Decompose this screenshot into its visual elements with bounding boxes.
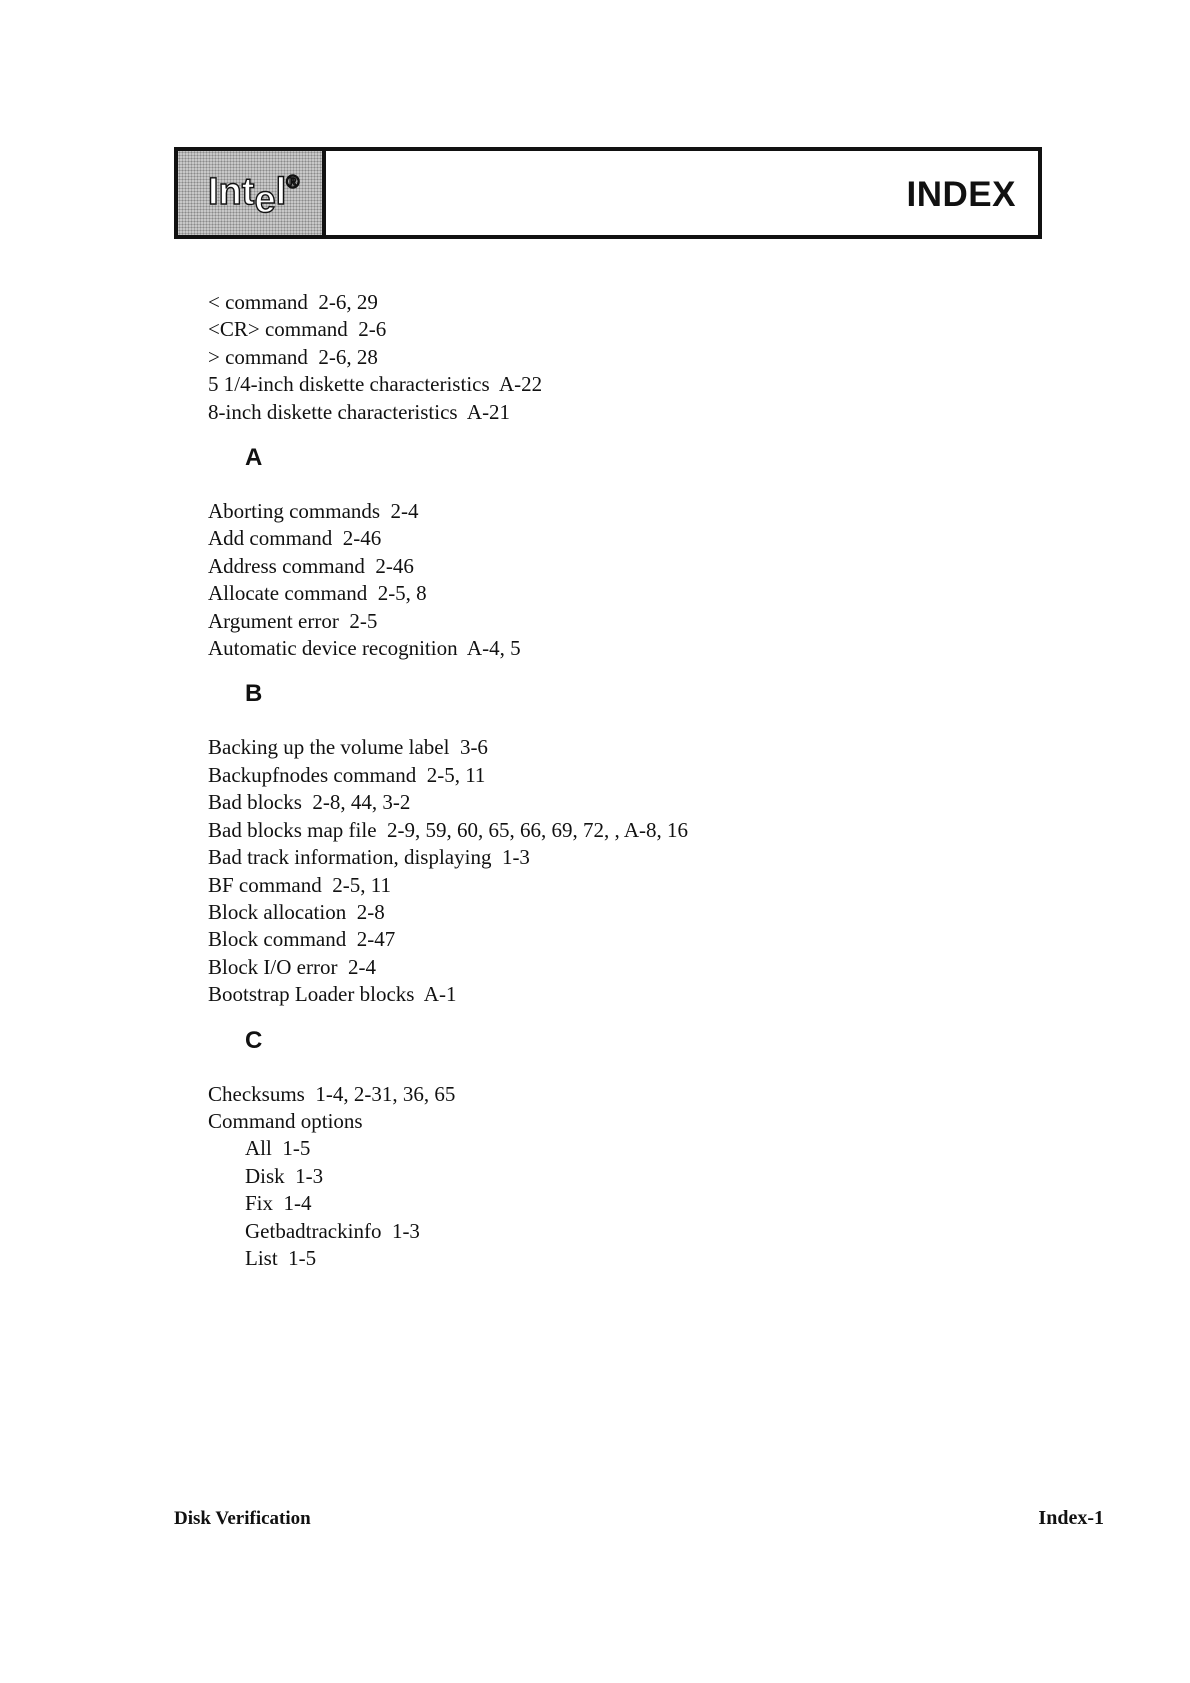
index-entry: Add command 2-46	[208, 526, 382, 551]
index-subentry: Disk 1-3	[245, 1163, 324, 1188]
intel-logo-wordmark: Intel®	[208, 171, 300, 221]
index-entry: Checksums 1-4, 2-31, 36, 65	[208, 1081, 456, 1106]
intel-logo	[178, 151, 326, 235]
index-entry: <CR> command 2-6	[208, 317, 387, 342]
index-entry: Backing up the volume label 3-6	[208, 735, 488, 760]
index-entry: Aborting commands 2-4	[208, 499, 419, 524]
index-entry: Automatic device recognition A-4, 5	[208, 636, 521, 661]
index-entry: Bad track information, displaying 1-3	[208, 845, 530, 870]
index-entry: Block allocation 2-8	[208, 899, 385, 924]
header-box	[174, 147, 1042, 239]
section-letter-b: B	[245, 680, 263, 708]
index-entry: Block I/O error 2-4	[208, 954, 376, 979]
index-entry: 8-inch diskette characteristics A-21	[208, 399, 511, 424]
index-entry: Backupfnodes command 2-5, 11	[208, 762, 486, 787]
index-entry: Bootstrap Loader blocks A-1	[208, 982, 457, 1007]
index-entry: BF command 2-5, 11	[208, 872, 391, 897]
footer-page-number: Index-1	[1038, 1507, 1104, 1529]
index-entry: 5 1/4-inch diskette characteristics A-22	[208, 372, 543, 397]
index-entry: > command 2-6, 28	[208, 344, 378, 369]
index-body	[208, 289, 1028, 1272]
index-subentry: Getbadtrackinfo 1-3	[245, 1218, 420, 1243]
index-subentry: List 1-5	[245, 1245, 317, 1270]
page-title: INDEX	[906, 175, 1016, 214]
index-entry: Command options	[208, 1108, 363, 1133]
index-entry: Argument error 2-5	[208, 608, 378, 633]
footer-document-title: Disk Verification	[174, 1508, 311, 1529]
index-subentry: All 1-5	[245, 1136, 311, 1161]
index-entry: Address command 2-46	[208, 553, 414, 578]
index-entry: Block command 2-47	[208, 927, 396, 952]
section-letter-c: C	[245, 1026, 263, 1054]
section-letter-a: A	[245, 444, 263, 472]
index-entry: < command 2-6, 29	[208, 290, 378, 314]
index-subentry: Fix 1-4	[245, 1191, 312, 1216]
index-entry: Bad blocks map file 2-9, 59, 60, 65, 66, 69, 72, , A-8, 16	[208, 817, 689, 842]
index-entry: Bad blocks 2-8, 44, 3-2	[208, 790, 411, 815]
index-entry: Allocate command 2-5, 8	[208, 581, 427, 606]
